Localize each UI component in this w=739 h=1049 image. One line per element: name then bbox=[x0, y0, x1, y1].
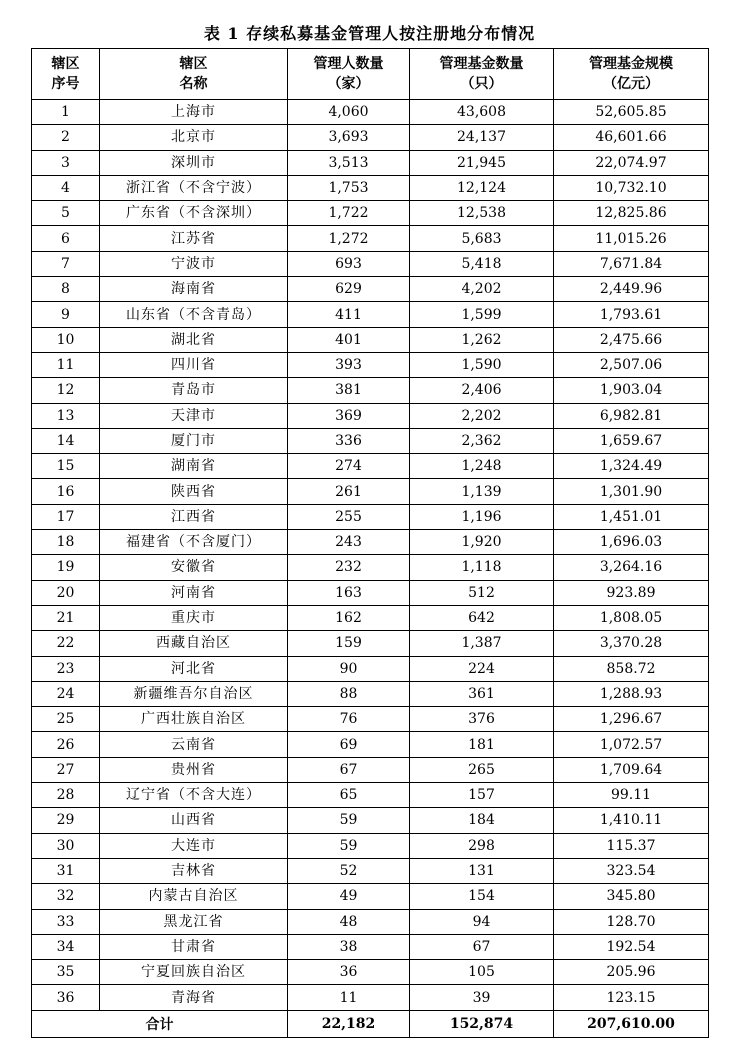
cell-managers: 4,060 bbox=[288, 100, 410, 125]
cell-scale: 22,074.97 bbox=[554, 150, 709, 175]
cell-name: 重庆市 bbox=[100, 605, 288, 630]
cell-name: 内蒙古自治区 bbox=[100, 884, 288, 909]
table-row bbox=[32, 327, 709, 352]
cell-funds: 224 bbox=[410, 656, 554, 681]
cell-scale: 11,015.26 bbox=[554, 226, 709, 251]
table-row bbox=[32, 555, 709, 580]
cell-managers: 36 bbox=[288, 960, 410, 985]
cell-seq: 22 bbox=[32, 631, 100, 656]
table-row bbox=[32, 783, 709, 808]
cell-seq: 30 bbox=[32, 833, 100, 858]
table-row bbox=[32, 833, 709, 858]
cell-funds: 1,248 bbox=[410, 454, 554, 479]
total-label: 合计 bbox=[32, 1010, 288, 1037]
cell-seq: 15 bbox=[32, 454, 100, 479]
cell-name: 河南省 bbox=[100, 580, 288, 605]
cell-scale: 1,793.61 bbox=[554, 302, 709, 327]
cell-scale: 1,903.04 bbox=[554, 378, 709, 403]
cell-scale: 12,825.86 bbox=[554, 201, 709, 226]
cell-managers: 274 bbox=[288, 454, 410, 479]
table-body bbox=[32, 100, 709, 1011]
cell-name: 贵州省 bbox=[100, 757, 288, 782]
cell-managers: 336 bbox=[288, 428, 410, 453]
cell-seq: 34 bbox=[32, 934, 100, 959]
cell-scale: 3,370.28 bbox=[554, 631, 709, 656]
cell-funds: 94 bbox=[410, 909, 554, 934]
cell-managers: 1,272 bbox=[288, 226, 410, 251]
cell-seq: 4 bbox=[32, 175, 100, 200]
cell-scale: 1,451.01 bbox=[554, 504, 709, 529]
cell-funds: 67 bbox=[410, 934, 554, 959]
cell-name: 西藏自治区 bbox=[100, 631, 288, 656]
table-row bbox=[32, 757, 709, 782]
cell-funds: 1,118 bbox=[410, 555, 554, 580]
cell-seq: 31 bbox=[32, 858, 100, 883]
cell-seq: 36 bbox=[32, 985, 100, 1010]
cell-managers: 48 bbox=[288, 909, 410, 934]
cell-funds: 1,920 bbox=[410, 530, 554, 555]
cell-seq: 26 bbox=[32, 732, 100, 757]
header-row bbox=[32, 49, 709, 100]
cell-managers: 88 bbox=[288, 681, 410, 706]
cell-funds: 1,139 bbox=[410, 479, 554, 504]
cell-funds: 265 bbox=[410, 757, 554, 782]
cell-seq: 3 bbox=[32, 150, 100, 175]
cell-name: 宁夏回族自治区 bbox=[100, 960, 288, 985]
cell-funds: 24,137 bbox=[410, 125, 554, 150]
cell-managers: 3,513 bbox=[288, 150, 410, 175]
header-managers bbox=[288, 49, 410, 100]
cell-managers: 65 bbox=[288, 783, 410, 808]
cell-seq: 21 bbox=[32, 605, 100, 630]
cell-name: 青海省 bbox=[100, 985, 288, 1010]
cell-managers: 52 bbox=[288, 858, 410, 883]
cell-seq: 29 bbox=[32, 808, 100, 833]
header-scale bbox=[554, 49, 709, 100]
cell-managers: 159 bbox=[288, 631, 410, 656]
cell-scale: 1,072.57 bbox=[554, 732, 709, 757]
cell-name: 海南省 bbox=[100, 277, 288, 302]
registration-distribution-table bbox=[31, 48, 709, 1038]
cell-scale: 46,601.66 bbox=[554, 125, 709, 150]
table-row bbox=[32, 428, 709, 453]
cell-scale: 2,449.96 bbox=[554, 277, 709, 302]
cell-funds: 43,608 bbox=[410, 100, 554, 125]
cell-managers: 1,753 bbox=[288, 175, 410, 200]
cell-name: 甘肃省 bbox=[100, 934, 288, 959]
cell-name: 云南省 bbox=[100, 732, 288, 757]
total-scale: 207,610.00 bbox=[554, 1010, 709, 1037]
cell-seq: 25 bbox=[32, 707, 100, 732]
table-row bbox=[32, 454, 709, 479]
table-row bbox=[32, 175, 709, 200]
cell-funds: 1,262 bbox=[410, 327, 554, 352]
cell-managers: 59 bbox=[288, 808, 410, 833]
cell-seq: 33 bbox=[32, 909, 100, 934]
cell-scale: 1,659.67 bbox=[554, 428, 709, 453]
cell-name: 江苏省 bbox=[100, 226, 288, 251]
cell-seq: 6 bbox=[32, 226, 100, 251]
cell-seq: 14 bbox=[32, 428, 100, 453]
cell-seq: 28 bbox=[32, 783, 100, 808]
table-row bbox=[32, 251, 709, 276]
cell-managers: 69 bbox=[288, 732, 410, 757]
table-row bbox=[32, 808, 709, 833]
table-row bbox=[32, 732, 709, 757]
cell-seq: 2 bbox=[32, 125, 100, 150]
total-managers: 22,182 bbox=[288, 1010, 410, 1037]
total-row bbox=[32, 1010, 709, 1037]
table-row bbox=[32, 631, 709, 656]
table-row bbox=[32, 681, 709, 706]
cell-managers: 255 bbox=[288, 504, 410, 529]
cell-name: 浙江省（不含宁波） bbox=[100, 175, 288, 200]
cell-managers: 232 bbox=[288, 555, 410, 580]
cell-funds: 4,202 bbox=[410, 277, 554, 302]
cell-scale: 1,808.05 bbox=[554, 605, 709, 630]
cell-scale: 1,296.67 bbox=[554, 707, 709, 732]
cell-scale: 1,709.64 bbox=[554, 757, 709, 782]
table-row bbox=[32, 100, 709, 125]
cell-seq: 7 bbox=[32, 251, 100, 276]
cell-managers: 90 bbox=[288, 656, 410, 681]
cell-seq: 17 bbox=[32, 504, 100, 529]
cell-seq: 9 bbox=[32, 302, 100, 327]
table-row bbox=[32, 605, 709, 630]
cell-name: 湖北省 bbox=[100, 327, 288, 352]
cell-name: 山西省 bbox=[100, 808, 288, 833]
table-footer bbox=[32, 1010, 709, 1037]
table-row bbox=[32, 934, 709, 959]
cell-managers: 243 bbox=[288, 530, 410, 555]
cell-name: 广西壮族自治区 bbox=[100, 707, 288, 732]
cell-funds: 361 bbox=[410, 681, 554, 706]
cell-managers: 11 bbox=[288, 985, 410, 1010]
cell-name: 天津市 bbox=[100, 403, 288, 428]
table-header bbox=[32, 49, 709, 100]
cell-scale: 1,324.49 bbox=[554, 454, 709, 479]
cell-funds: 1,599 bbox=[410, 302, 554, 327]
cell-funds: 12,124 bbox=[410, 175, 554, 200]
table-row bbox=[32, 656, 709, 681]
cell-name: 广东省（不含深圳） bbox=[100, 201, 288, 226]
table-row bbox=[32, 201, 709, 226]
table-row bbox=[32, 884, 709, 909]
cell-funds: 298 bbox=[410, 833, 554, 858]
cell-funds: 157 bbox=[410, 783, 554, 808]
header-managers-line2: （家） bbox=[327, 76, 370, 92]
cell-managers: 67 bbox=[288, 757, 410, 782]
cell-name: 辽宁省（不含大连） bbox=[100, 783, 288, 808]
table-row bbox=[32, 960, 709, 985]
cell-scale: 1,288.93 bbox=[554, 681, 709, 706]
cell-funds: 5,418 bbox=[410, 251, 554, 276]
cell-scale: 923.89 bbox=[554, 580, 709, 605]
cell-funds: 184 bbox=[410, 808, 554, 833]
cell-seq: 16 bbox=[32, 479, 100, 504]
table-title: 表 1 存续私募基金管理人按注册地分布情况 bbox=[203, 24, 536, 43]
table-row bbox=[32, 302, 709, 327]
cell-managers: 38 bbox=[288, 934, 410, 959]
table-row bbox=[32, 707, 709, 732]
cell-funds: 12,538 bbox=[410, 201, 554, 226]
cell-scale: 115.37 bbox=[554, 833, 709, 858]
cell-scale: 323.54 bbox=[554, 858, 709, 883]
header-scale-line1: 管理基金规模 bbox=[589, 56, 673, 72]
cell-funds: 5,683 bbox=[410, 226, 554, 251]
cell-managers: 393 bbox=[288, 352, 410, 377]
cell-managers: 381 bbox=[288, 378, 410, 403]
cell-funds: 1,387 bbox=[410, 631, 554, 656]
cell-seq: 11 bbox=[32, 352, 100, 377]
table-row bbox=[32, 378, 709, 403]
cell-managers: 162 bbox=[288, 605, 410, 630]
cell-funds: 105 bbox=[410, 960, 554, 985]
cell-seq: 20 bbox=[32, 580, 100, 605]
cell-seq: 19 bbox=[32, 555, 100, 580]
cell-scale: 1,696.03 bbox=[554, 530, 709, 555]
cell-seq: 35 bbox=[32, 960, 100, 985]
cell-funds: 2,406 bbox=[410, 378, 554, 403]
table-row bbox=[32, 479, 709, 504]
cell-managers: 369 bbox=[288, 403, 410, 428]
header-funds-line1: 管理基金数量 bbox=[439, 56, 524, 72]
cell-scale: 1,410.11 bbox=[554, 808, 709, 833]
cell-seq: 5 bbox=[32, 201, 100, 226]
table-row bbox=[32, 403, 709, 428]
cell-managers: 76 bbox=[288, 707, 410, 732]
header-name bbox=[100, 49, 288, 100]
table-row bbox=[32, 909, 709, 934]
cell-scale: 123.15 bbox=[554, 985, 709, 1010]
header-seq-line1: 辖区 bbox=[51, 56, 80, 72]
cell-managers: 401 bbox=[288, 327, 410, 352]
cell-name: 安徽省 bbox=[100, 555, 288, 580]
cell-seq: 1 bbox=[32, 100, 100, 125]
cell-name: 福建省（不含厦门） bbox=[100, 530, 288, 555]
cell-managers: 411 bbox=[288, 302, 410, 327]
table-row bbox=[32, 530, 709, 555]
cell-name: 大连市 bbox=[100, 833, 288, 858]
cell-managers: 693 bbox=[288, 251, 410, 276]
cell-funds: 131 bbox=[410, 858, 554, 883]
cell-seq: 13 bbox=[32, 403, 100, 428]
header-managers-line1: 管理人数量 bbox=[313, 56, 384, 72]
header-seq-line2: 序号 bbox=[51, 76, 80, 92]
cell-seq: 27 bbox=[32, 757, 100, 782]
cell-name: 江西省 bbox=[100, 504, 288, 529]
cell-managers: 3,693 bbox=[288, 125, 410, 150]
cell-funds: 154 bbox=[410, 884, 554, 909]
table-row bbox=[32, 985, 709, 1010]
cell-name: 河北省 bbox=[100, 656, 288, 681]
table-row bbox=[32, 277, 709, 302]
cell-funds: 512 bbox=[410, 580, 554, 605]
header-funds-line2: （只） bbox=[460, 76, 503, 92]
cell-name: 山东省（不含青岛） bbox=[100, 302, 288, 327]
cell-managers: 1,722 bbox=[288, 201, 410, 226]
table-row bbox=[32, 125, 709, 150]
cell-managers: 163 bbox=[288, 580, 410, 605]
cell-scale: 2,507.06 bbox=[554, 352, 709, 377]
total-funds: 152,874 bbox=[410, 1010, 554, 1037]
header-scale-line2: （亿元） bbox=[603, 76, 659, 92]
cell-funds: 2,202 bbox=[410, 403, 554, 428]
cell-scale: 2,475.66 bbox=[554, 327, 709, 352]
cell-seq: 12 bbox=[32, 378, 100, 403]
table-row bbox=[32, 504, 709, 529]
cell-managers: 261 bbox=[288, 479, 410, 504]
cell-seq: 32 bbox=[32, 884, 100, 909]
cell-seq: 24 bbox=[32, 681, 100, 706]
cell-seq: 10 bbox=[32, 327, 100, 352]
cell-name: 宁波市 bbox=[100, 251, 288, 276]
cell-funds: 1,590 bbox=[410, 352, 554, 377]
cell-funds: 2,362 bbox=[410, 428, 554, 453]
cell-scale: 128.70 bbox=[554, 909, 709, 934]
cell-scale: 99.11 bbox=[554, 783, 709, 808]
cell-scale: 345.80 bbox=[554, 884, 709, 909]
cell-scale: 1,301.90 bbox=[554, 479, 709, 504]
cell-name: 厦门市 bbox=[100, 428, 288, 453]
cell-name: 深圳市 bbox=[100, 150, 288, 175]
cell-name: 吉林省 bbox=[100, 858, 288, 883]
header-seq bbox=[32, 49, 100, 100]
cell-scale: 192.54 bbox=[554, 934, 709, 959]
cell-scale: 205.96 bbox=[554, 960, 709, 985]
cell-funds: 642 bbox=[410, 605, 554, 630]
header-name-line2: 名称 bbox=[179, 76, 208, 92]
cell-funds: 39 bbox=[410, 985, 554, 1010]
table-row bbox=[32, 352, 709, 377]
cell-name: 新疆维吾尔自治区 bbox=[100, 681, 288, 706]
cell-funds: 1,196 bbox=[410, 504, 554, 529]
cell-scale: 10,732.10 bbox=[554, 175, 709, 200]
cell-managers: 629 bbox=[288, 277, 410, 302]
cell-seq: 23 bbox=[32, 656, 100, 681]
cell-seq: 8 bbox=[32, 277, 100, 302]
cell-scale: 52,605.85 bbox=[554, 100, 709, 125]
cell-seq: 18 bbox=[32, 530, 100, 555]
cell-name: 四川省 bbox=[100, 352, 288, 377]
cell-name: 上海市 bbox=[100, 100, 288, 125]
table-row bbox=[32, 226, 709, 251]
header-funds bbox=[410, 49, 554, 100]
cell-name: 陕西省 bbox=[100, 479, 288, 504]
cell-scale: 7,671.84 bbox=[554, 251, 709, 276]
cell-funds: 181 bbox=[410, 732, 554, 757]
cell-managers: 59 bbox=[288, 833, 410, 858]
table-row bbox=[32, 858, 709, 883]
cell-scale: 6,982.81 bbox=[554, 403, 709, 428]
table-row bbox=[32, 150, 709, 175]
cell-name: 黑龙江省 bbox=[100, 909, 288, 934]
cell-scale: 3,264.16 bbox=[554, 555, 709, 580]
table-row bbox=[32, 580, 709, 605]
cell-name: 湖南省 bbox=[100, 454, 288, 479]
cell-scale: 858.72 bbox=[554, 656, 709, 681]
cell-funds: 21,945 bbox=[410, 150, 554, 175]
header-name-line1: 辖区 bbox=[179, 56, 208, 72]
cell-name: 北京市 bbox=[100, 125, 288, 150]
cell-funds: 376 bbox=[410, 707, 554, 732]
cell-managers: 49 bbox=[288, 884, 410, 909]
cell-name: 青岛市 bbox=[100, 378, 288, 403]
